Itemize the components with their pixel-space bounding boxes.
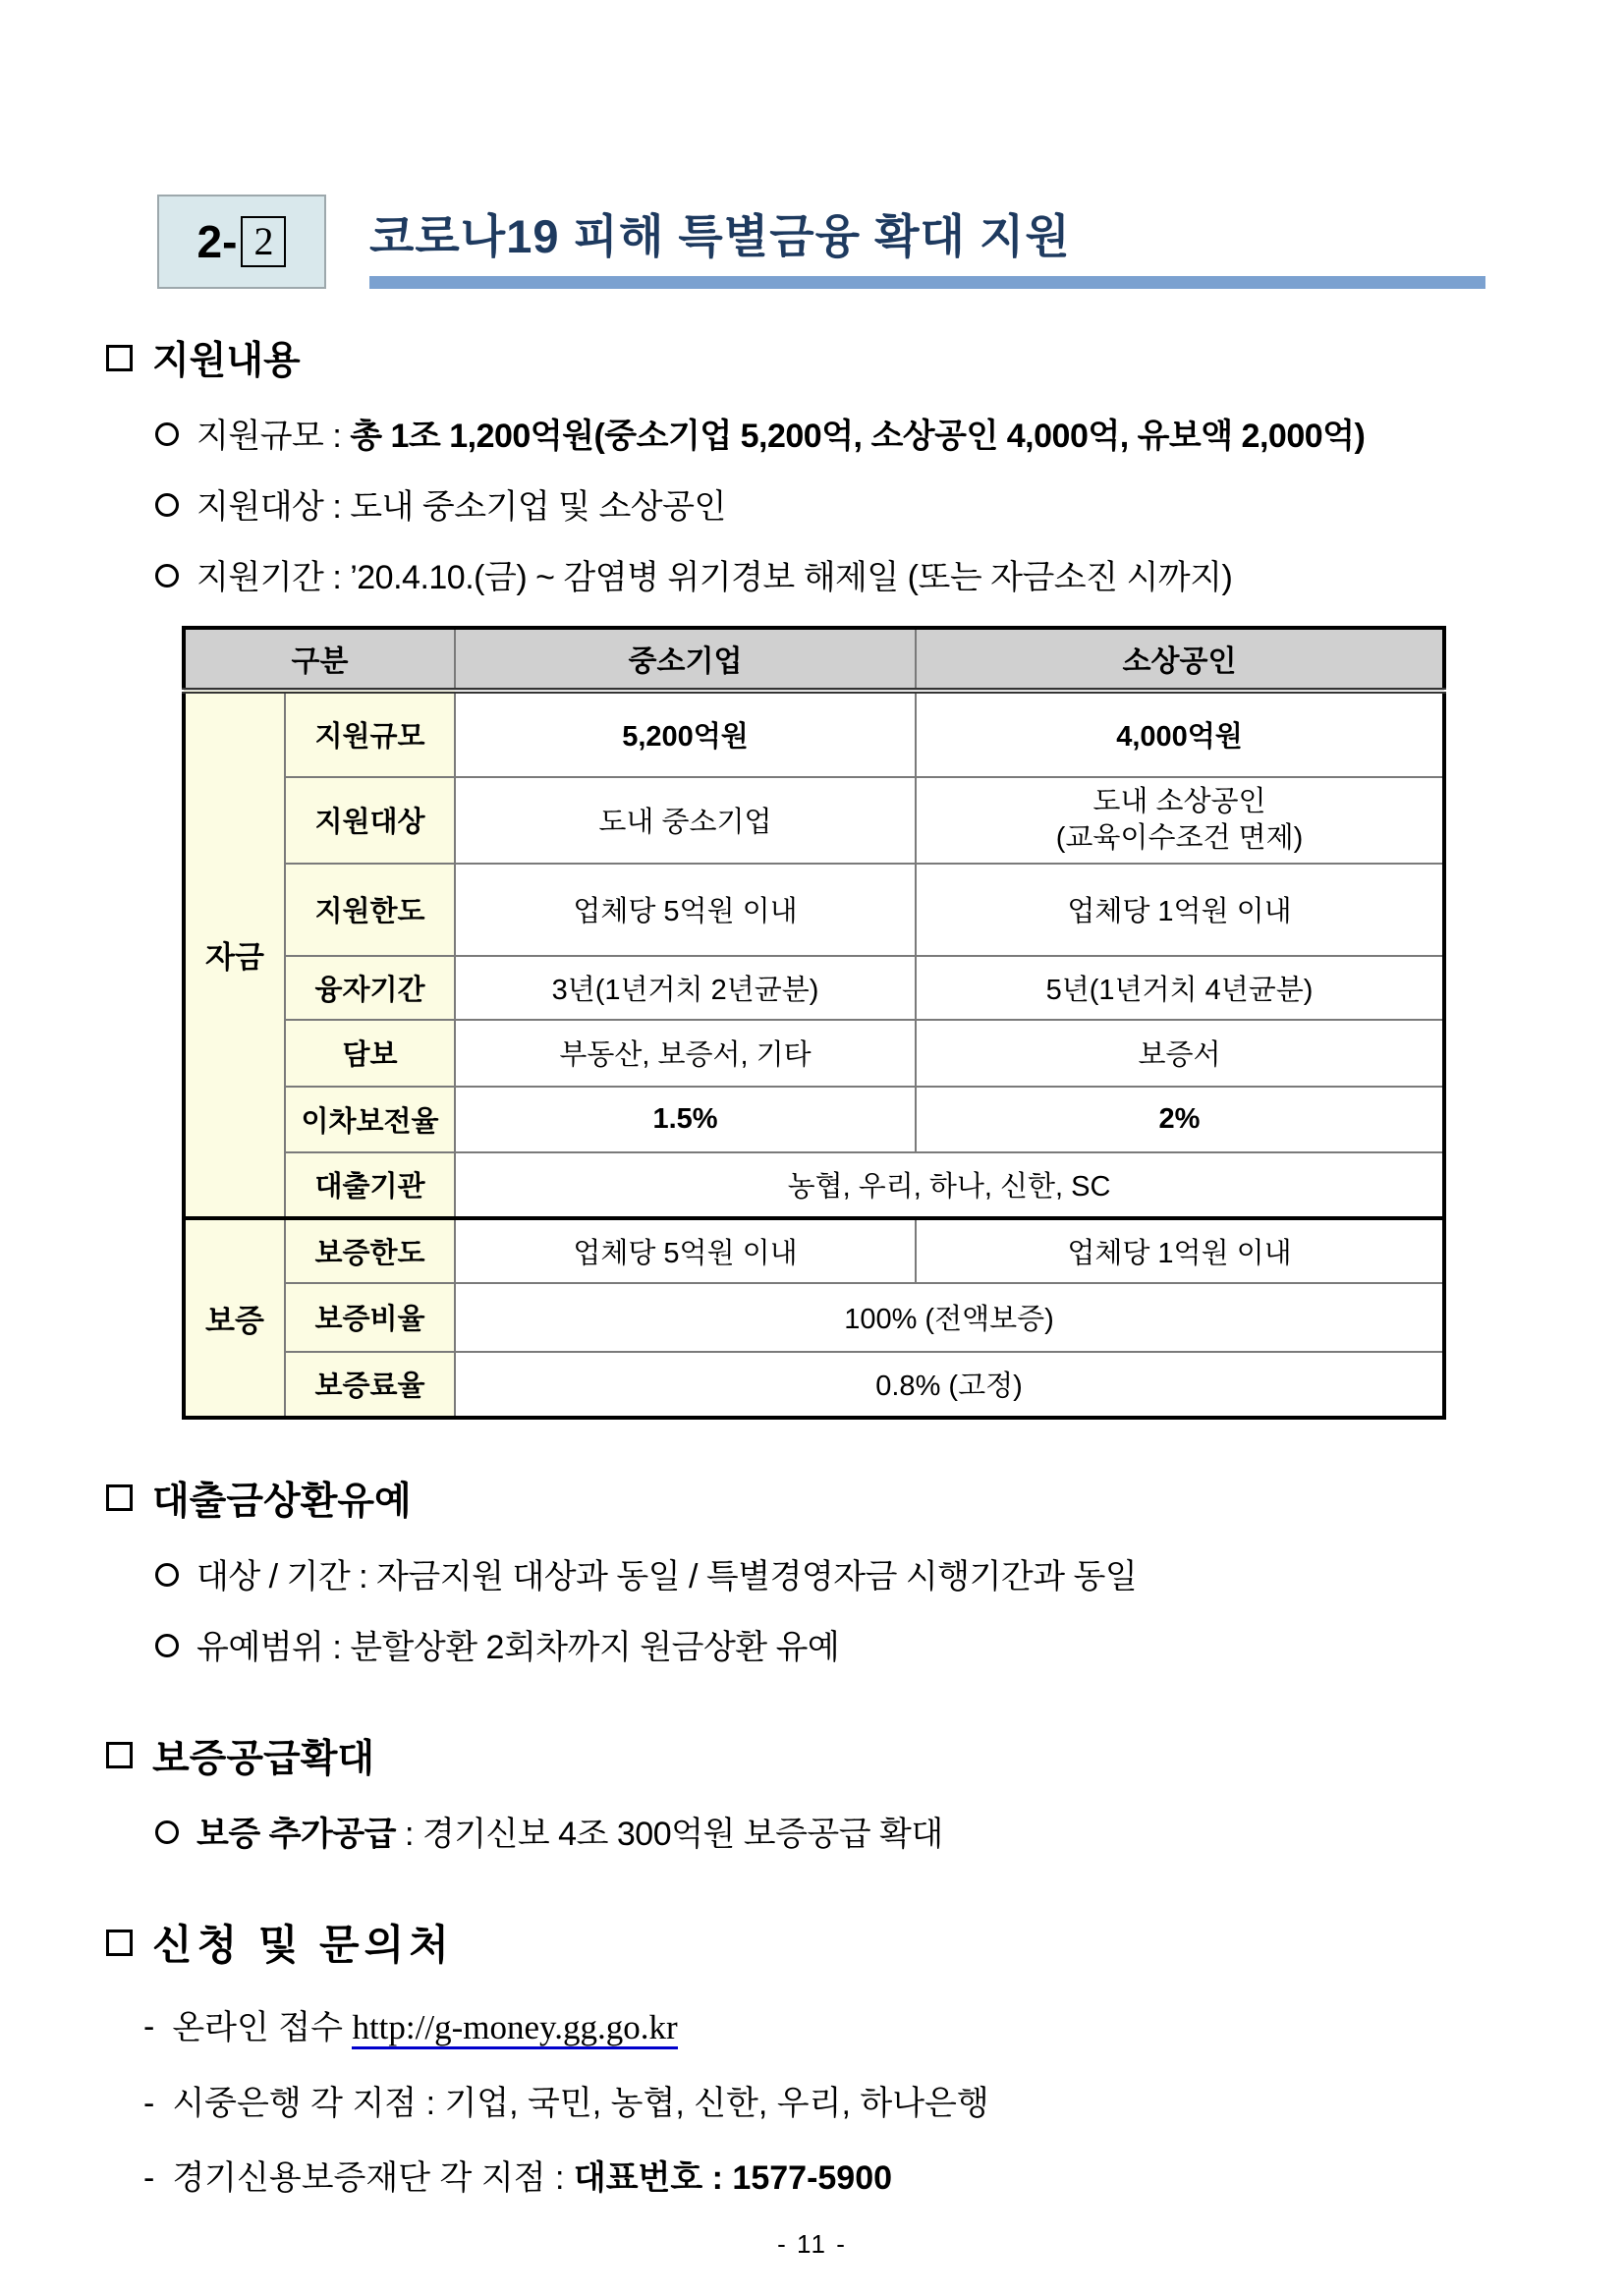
- section-heading-repayment: [106, 1471, 1624, 1526]
- dash-icon: -: [143, 2084, 155, 2122]
- badge-prefix: 2-: [196, 216, 238, 267]
- cell-sme: 3년(1년거치 2년균분): [455, 956, 916, 1020]
- table-header-row: [184, 628, 1444, 691]
- bullet-text: 지원대상 : 도내 중소기업 및 소상공인: [196, 488, 726, 527]
- contact-text: 시중은행 각 지점 : 기업, 국민, 농협, 신한, 우리, 하나은행: [172, 2084, 989, 2122]
- page-number: - 11 -: [777, 2229, 847, 2259]
- table-row: [184, 864, 1444, 956]
- bullet-text: 유예범위 : 분할상환 2회차까지 원금상환 유예: [196, 1628, 840, 1666]
- cell-sme: 도내 중소기업: [455, 777, 916, 864]
- section-heading-label: 대출금상환유예: [152, 1480, 412, 1523]
- cell-small-biz: 2%: [916, 1087, 1444, 1152]
- support-bullet-target: [155, 485, 1545, 529]
- cell-merged: 0.8% (고정): [455, 1352, 1444, 1418]
- title-block: [369, 195, 1485, 289]
- square-bullet-icon: [106, 1742, 133, 1768]
- contact-item-credit-foundation: [143, 2156, 1624, 2200]
- repayment-bullet-scope: [155, 1626, 1545, 1669]
- table-row: [184, 691, 1444, 777]
- square-bullet-icon: [106, 345, 133, 371]
- cell-merged: 농협, 우리, 하나, 신한, SC: [455, 1152, 1444, 1218]
- cell-sme: 부동산, 보증서, 기타: [455, 1020, 916, 1087]
- dash-icon: -: [143, 2008, 155, 2046]
- dash-icon: -: [143, 2158, 155, 2197]
- row-label: 대출기관: [285, 1152, 455, 1218]
- row-label: 보증료율: [285, 1352, 455, 1418]
- row-label: 지원대상: [285, 777, 455, 864]
- circle-bullet-icon: [155, 422, 179, 446]
- support-bullet-period: [155, 556, 1545, 599]
- contact-text: 온라인 접수 http://g-money.gg.go.kr: [172, 2005, 677, 2050]
- section-heading-label: 보증공급확대: [152, 1737, 375, 1780]
- row-label: 지원한도: [285, 864, 455, 956]
- cell-small-biz: 5년(1년거치 4년균분): [916, 956, 1444, 1020]
- section-heading-label: 지원내용: [152, 340, 301, 382]
- row-label: 지원규모: [285, 691, 455, 777]
- col-header-small-biz: 소상공인: [916, 628, 1444, 691]
- support-detail-table: [182, 626, 1446, 1420]
- document-header: [157, 195, 1485, 289]
- table-row: [184, 777, 1444, 864]
- page-title: 코로나19 피해 특별금융 확대 지원: [369, 210, 1071, 262]
- row-label: 융자기간: [285, 956, 455, 1020]
- contact-item-banks: [143, 2082, 1624, 2125]
- square-bullet-icon: [106, 1484, 133, 1511]
- table-row: [184, 1087, 1444, 1152]
- bullet-text: 지원규모 : 총 1조 1,200억원(중소기업 5,200억, 소상공인 4,000억, 유보액 2,000억): [196, 418, 1366, 455]
- cell-small-biz: 4,000억원: [916, 691, 1444, 777]
- cell-sme: 업체당 5억원 이내: [455, 864, 916, 956]
- table-row: [184, 1152, 1444, 1218]
- cell-sme: 업체당 5억원 이내: [455, 1218, 916, 1283]
- table-row: [184, 1020, 1444, 1087]
- bullet-text: 대상 / 기간 : 자금지원 대상과 동일 / 특별경영자금 시행기간과 동일: [196, 1557, 1138, 1595]
- section-number-badge: [157, 195, 326, 289]
- contact-text: 경기신용보증재단 각 지점 : 대표번호 : 1577-5900: [172, 2158, 893, 2197]
- col-header-category: 구분: [184, 628, 455, 691]
- cell-small-biz: 도내 소상공인 (교육이수조건 면제): [916, 777, 1444, 864]
- circle-bullet-icon: [155, 1820, 179, 1844]
- cell-small-biz: 보증서: [916, 1020, 1444, 1087]
- title-underline-bar: [369, 276, 1485, 289]
- circle-bullet-icon: [155, 1634, 179, 1657]
- square-bullet-icon: [106, 1930, 133, 1956]
- support-bullet-scale: [155, 415, 1545, 458]
- cell-small-biz: 업체당 1억원 이내: [916, 864, 1444, 956]
- row-label: 이차보전율: [285, 1087, 455, 1152]
- circle-bullet-icon: [155, 564, 179, 588]
- group-label-guarantee: 보증: [184, 1218, 285, 1418]
- row-label: 보증비율: [285, 1283, 455, 1352]
- table-row: [184, 1218, 1444, 1283]
- table-row: [184, 1283, 1444, 1352]
- bullet-text: 지원기간 : ’20.4.10.(금) ~ 감염병 위기경보 해제일 (또는 자금소진 시까지): [196, 559, 1233, 597]
- contact-item-online: [143, 2005, 1624, 2050]
- cell-sme: 5,200억원: [455, 691, 916, 777]
- table-row: [184, 956, 1444, 1020]
- guarantee-supply-bullet: [155, 1813, 1545, 1856]
- section-heading-contact: [106, 1913, 1624, 1972]
- circle-bullet-icon: [155, 493, 179, 517]
- repayment-bullet-target: [155, 1555, 1545, 1598]
- cell-merged: 100% (전액보증): [455, 1283, 1444, 1352]
- cell-sme: 1.5%: [455, 1087, 916, 1152]
- col-header-sme: 중소기업: [455, 628, 916, 691]
- circle-bullet-icon: [155, 1563, 179, 1587]
- bullet-text: 보증 추가공급 : 경기신보 4조 300억원 보증공급 확대: [196, 1815, 943, 1853]
- section-heading-label: 신청 및 문의처: [152, 1922, 454, 1969]
- online-application-link[interactable]: http://g-money.gg.go.kr: [352, 2008, 677, 2049]
- row-label: 보증한도: [285, 1218, 455, 1283]
- row-label: 담보: [285, 1020, 455, 1087]
- section-heading-guarantee-supply: [106, 1728, 1624, 1783]
- group-label-fund: 자금: [184, 691, 285, 1218]
- cell-small-biz: 업체당 1억원 이내: [916, 1218, 1444, 1283]
- section-heading-support: [106, 330, 1624, 385]
- badge-boxed-number: 2: [241, 216, 286, 267]
- table-row: [184, 1352, 1444, 1418]
